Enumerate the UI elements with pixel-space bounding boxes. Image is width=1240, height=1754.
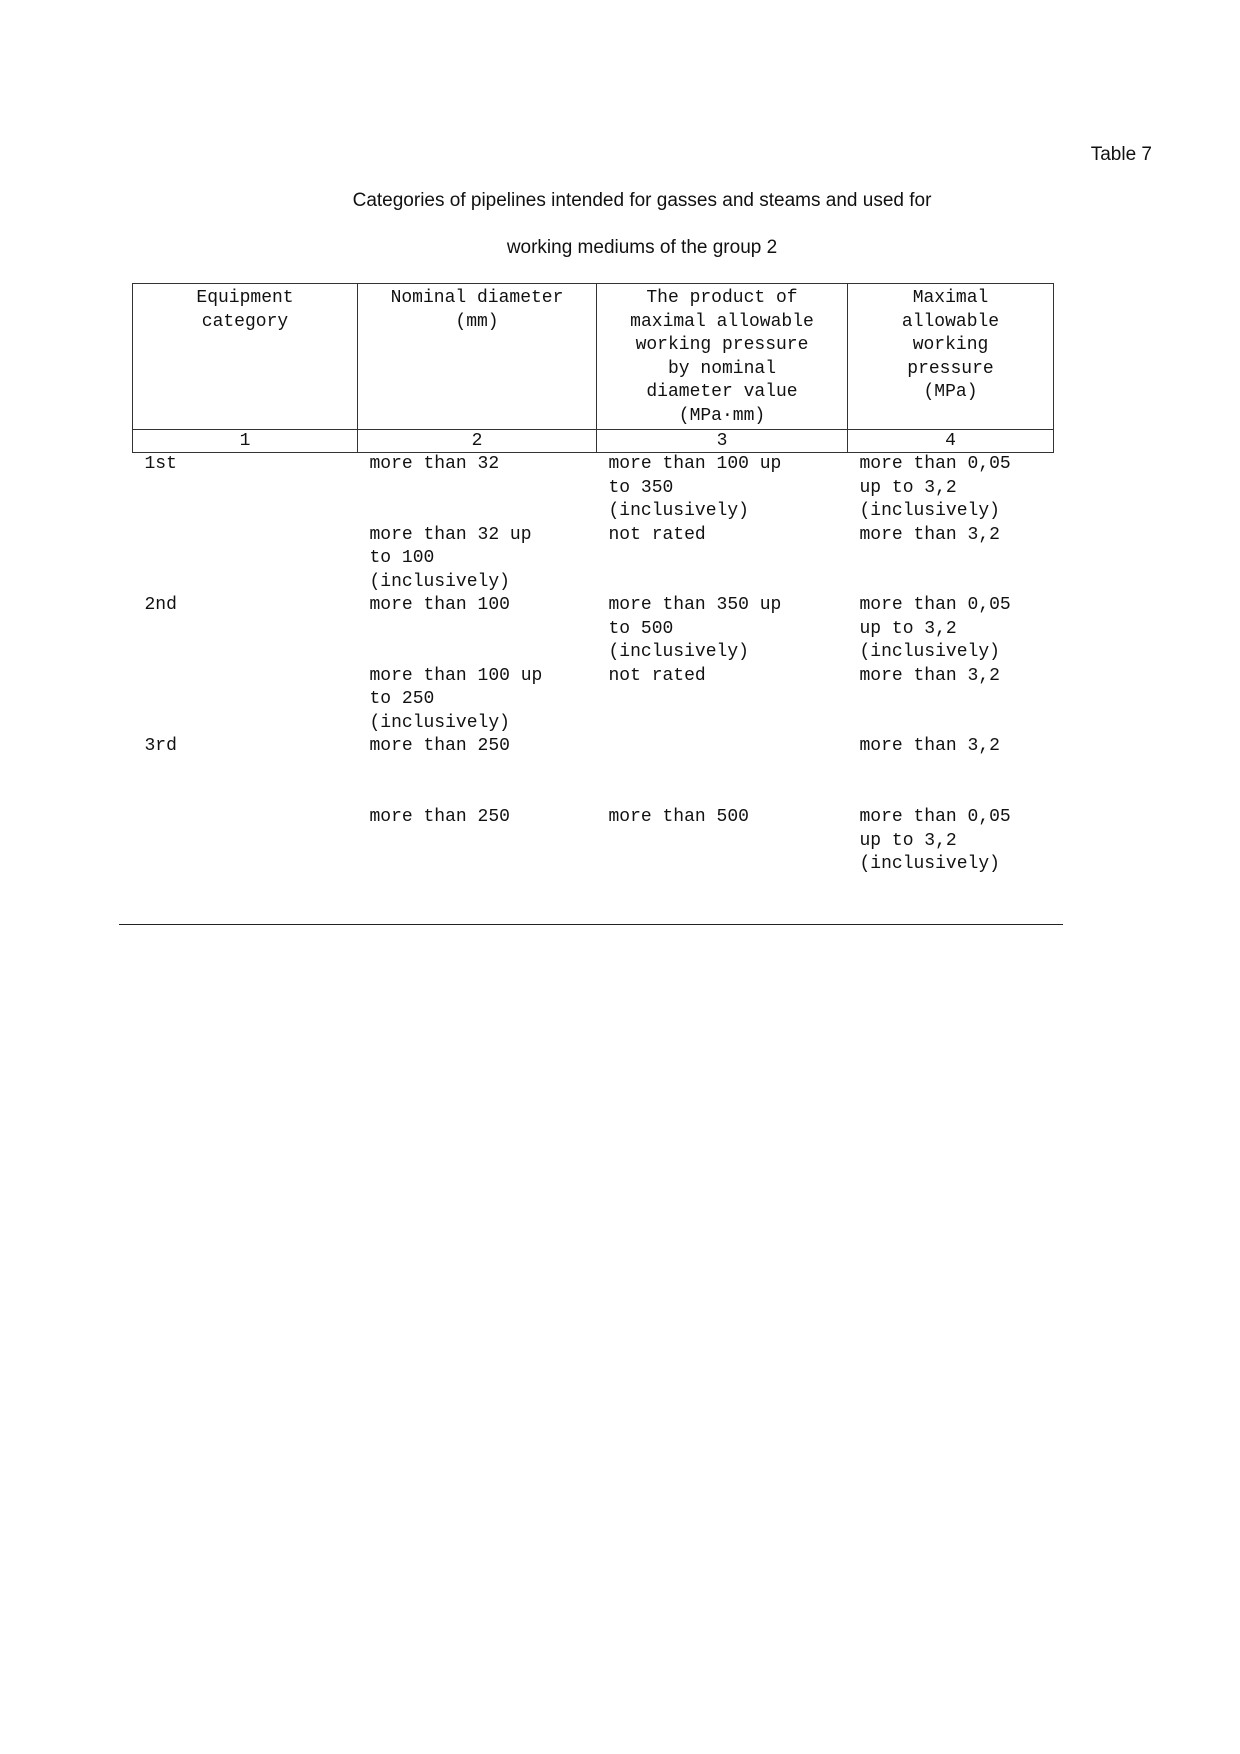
pressure-cell: more than 0,05 up to 3,2 (inclusively) — [859, 807, 1011, 874]
header-max-working-pressure: Maximal allowable working pressure (MPa) — [848, 284, 1054, 430]
diameter-cell: more than 100 up to 250 (inclusively) — [369, 665, 543, 733]
column-number-row — [133, 430, 1054, 453]
header-pressure-diameter-product: The product of maximal allowable working pressure by nominal diameter value (MPa·mm) — [597, 284, 848, 430]
diameter-cell: more than 100 — [369, 595, 510, 615]
pressure-cell: more than 0,05 up to 3,2 (inclusively) — [859, 454, 1011, 521]
bottom-divider-rule — [119, 924, 1063, 925]
table-caption-line-2: working mediums of the group 2 — [506, 237, 778, 258]
table-body — [133, 453, 1054, 877]
column-number: 4 — [848, 430, 1054, 453]
table-row — [133, 665, 1054, 736]
column-number: 3 — [597, 430, 848, 453]
column-number: 2 — [358, 430, 597, 453]
pressure-cell: more than 3,2 — [859, 524, 1000, 545]
diameter-cell: more than 250 — [369, 807, 510, 827]
product-cell: not rated — [608, 524, 706, 545]
pressure-cell: more than 0,05 up to 3,2 (inclusively) — [859, 595, 1011, 662]
product-cell: more than 100 up to 350 (inclusively) — [608, 454, 782, 521]
header-row — [133, 284, 1054, 430]
category-cell: 1st — [144, 454, 177, 474]
table-caption-line-1: Categories of pipelines intended for gasses and steams and used for — [352, 190, 932, 211]
category-cell: 2nd — [144, 595, 177, 615]
table-row — [133, 524, 1054, 595]
header-nominal-diameter: Nominal diameter (mm) — [358, 284, 597, 430]
column-number: 1 — [133, 430, 358, 453]
pressure-cell: more than 3,2 — [859, 736, 1000, 756]
product-cell — [597, 735, 848, 806]
pressure-cell: more than 3,2 — [859, 665, 1000, 686]
header-equipment-category: Equipment category — [133, 284, 358, 430]
product-cell: not rated — [608, 665, 706, 686]
category-cell: 3rd — [144, 736, 177, 756]
category-cell — [133, 665, 358, 736]
product-cell: more than 500 — [608, 807, 749, 827]
product-cell: more than 350 up to 500 (inclusively) — [608, 595, 782, 662]
category-cell — [133, 524, 358, 595]
table-row — [133, 735, 1054, 806]
table-header — [133, 284, 1054, 453]
diameter-cell: more than 250 — [369, 736, 510, 756]
diameter-cell: more than 32 up to 100 (inclusively) — [369, 524, 532, 592]
table-number-label: Table 7 — [1090, 144, 1152, 165]
diameter-cell: more than 32 — [369, 454, 500, 474]
pipeline-categories-table — [132, 283, 1054, 877]
table-row — [133, 594, 1054, 665]
category-cell — [133, 806, 358, 877]
table-row — [133, 453, 1054, 524]
table-row — [133, 806, 1054, 877]
